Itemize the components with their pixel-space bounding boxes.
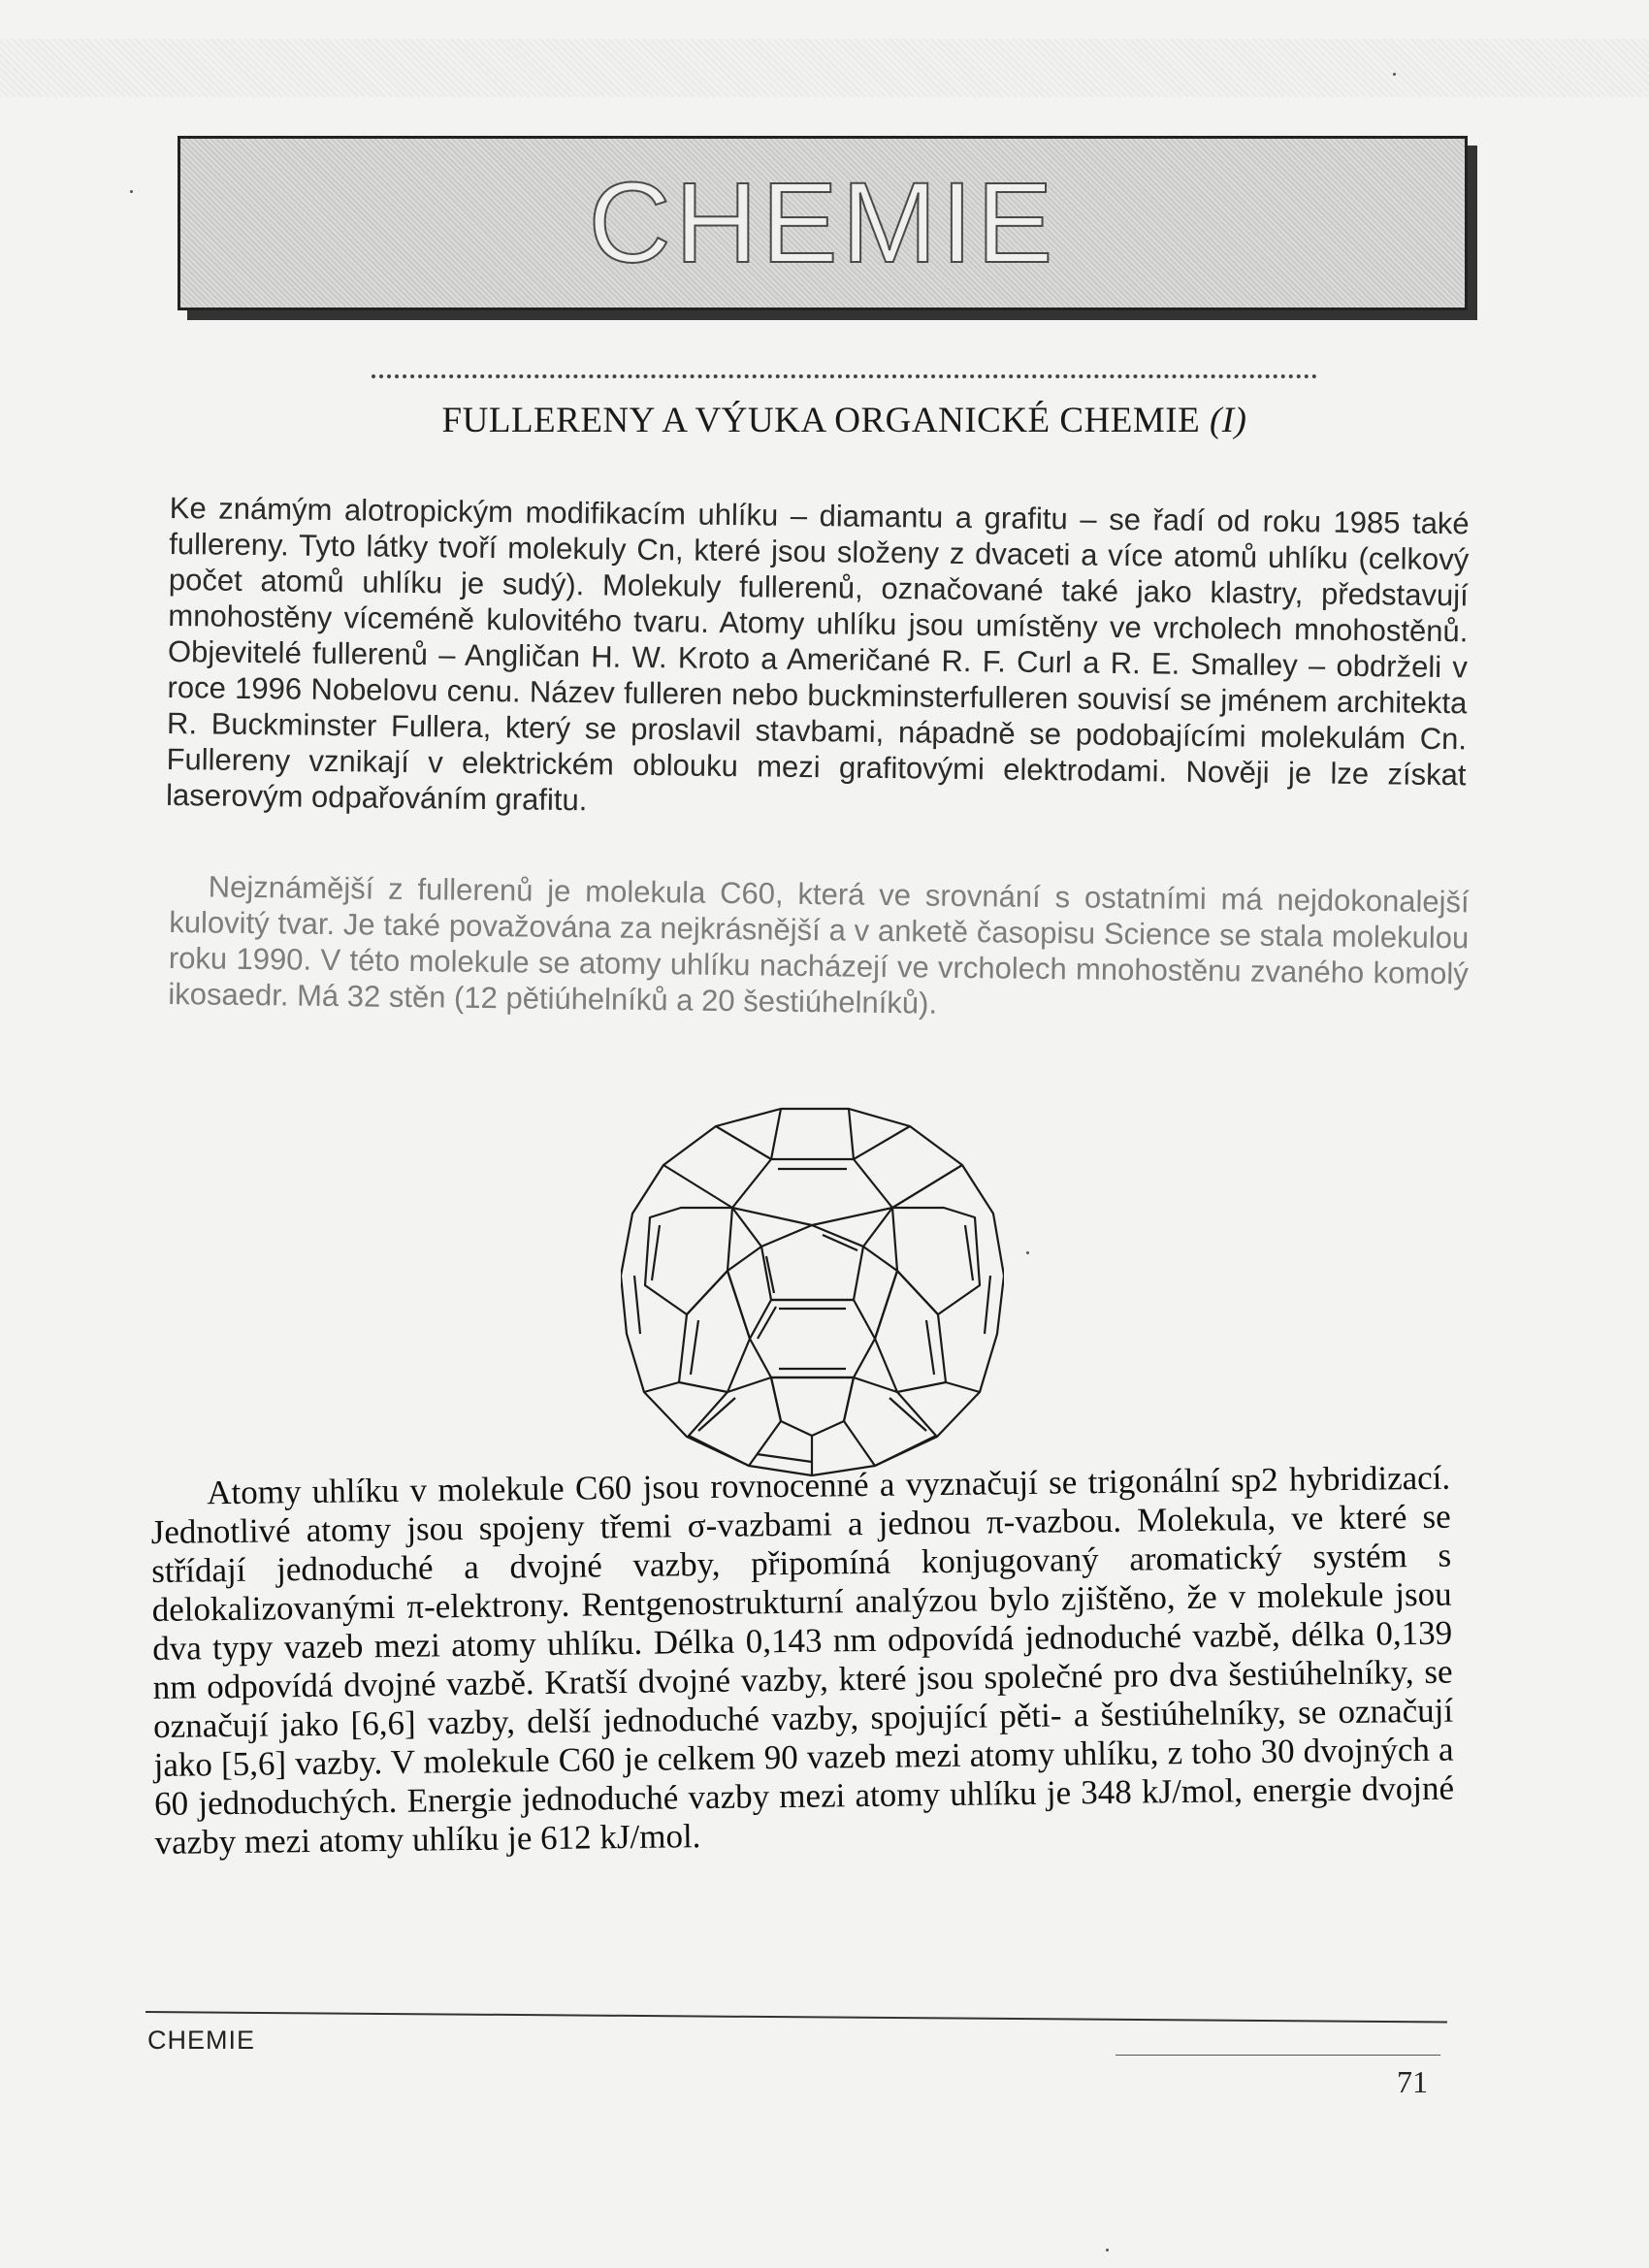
c60-molecule-diagram	[621, 1101, 1004, 1479]
article-title-text: FULLERENY A VÝUKA ORGANICKÉ CHEMIE	[441, 401, 1201, 440]
title-divider	[372, 374, 1317, 378]
footer-rule	[146, 2011, 1447, 2024]
scan-speck	[1393, 73, 1396, 76]
scan-speck	[130, 190, 133, 193]
scan-top-band	[0, 39, 1649, 97]
scan-speck	[1026, 1251, 1029, 1254]
scan-speck	[1106, 2249, 1109, 2252]
paragraph-c60: Nejznámější z fullerenů je molekula C60, která ve srovnání s ostatními má nejdokonalejší kulovitý tvar. Je také považována za nejkrásnější a v anketě časopisu Science se stala molekulou roku 1990. V této molekule se atomy uhlíku nacházejí ve vrcholech mnohostěnu zvaného komolý ikosaedr. Má 32 stěn (12 pětiúhelníků a 20 šestiúhelníků).	[168, 869, 1470, 1021]
banner-title: CHEMIE	[588, 159, 1057, 287]
section-banner	[178, 136, 1468, 310]
article-title	[372, 400, 1317, 441]
paragraph-intro: Ke známým alotropickým modifikacím uhlíku – diamantu a grafitu – se řadí od roku 1985 také fullereny. Tyto látky tvoří molekuly Cn, které jsou složeny z dvaceti a více atomů uhlíku (celkový počet atomů uhlíku je sudý). Molekuly fullerenů, označované také jako klastry, představují mnohostěny víceméně kulovitého tvaru. Atomy uhlíku jsou umístěny ve vrcholech mnohostěnů. Objevitelé fullerenů – Angličan H. W. Kroto a Američané R. F. Curl a R. E. Smalley – obdrželi v roce 1996 Nobelovu cenu. Název fulleren nebo buckminsterfulleren souvisí se jménem architekta R. Buckminster Fullera, který se proslavil stavbami, nápadně se podobajícími molekulám Cn. Fullereny vznikají v elektrickém oblouku mezi grafitovými elektrodami. Nověji je lze získat laserovým odpařováním grafitu.	[165, 490, 1470, 818]
article-part: (I)	[1209, 401, 1247, 440]
paragraph-bonds: Atomy uhlíku v molekule C60 jsou rovnocenné a vyznačují se trigonální sp2 hybridizací. Jednotlivé atomy jsou spojeny třemi σ-vazbami a jednou π-vazbou. Molekula, ve které se střídají jednoduché a dvojné vazby, připomíná konjugovaný aromatický systém s delokalizovanými π-elektrony. Rentgenostrukturní analýzou bylo zjištěno, že v molekule jsou dva typy vazeb mezi atomy uhlíku. Délka 0,143 nm odpovídá jednoduché vazbě, délka 0,139 nm odpovídá dvojné vazbě. Kratší dvojné vazby, které jsou společné pro dva šestiúhelníky, se označují jako [6,6] vazby, delší jednoduché vazby, spojující pěti- a šestiúhelníky, se označují jako [5,6] vazby. V molekule C60 je celkem 90 vazeb mezi atomy uhlíku, z toho 30 dvojných a 60 jednoduchých. Energie jednoduché vazby mezi atomy uhlíku je 348 kJ/mol, energie dvojné vazby mezi atomy uhlíku je 612 kJ/mol.	[150, 1458, 1455, 1862]
footer-label: CHEMIE	[147, 2025, 256, 2055]
page-number: 71	[1397, 2064, 1428, 2099]
page-number-rule	[1116, 2055, 1440, 2056]
